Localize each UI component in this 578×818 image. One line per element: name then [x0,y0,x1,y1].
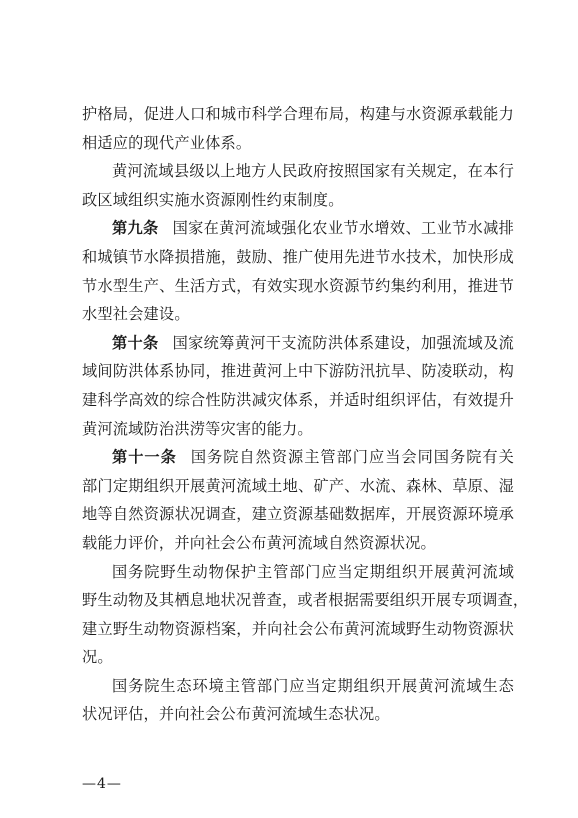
document-body [82,100,529,729]
article-text: 国家在黄河流域强化农业节水增效、工业节水减排 [172,219,514,238]
text-line: 节水型生产、生活方式，有效实现水资源节约集约利用，推进节 [82,276,514,295]
article-text: 国务院自然资源主管部门应当会同国务院有关 [190,448,514,467]
text-line: 黄河流域防治洪涝等灾害的能力。 [82,419,313,438]
text-line: 建科学高效的综合性防洪减灾体系，并适时组织评估，有效提升 [82,390,514,409]
text-line: 地等自然资源状况调查，建立资源基础数据库，开展资源环境承 [82,505,514,524]
text-line: 建立野生动物资源档案，并向社会公布黄河流域野生动物资源状 [82,619,514,638]
article-eleven [82,443,514,557]
paragraph [82,672,514,729]
article-heading: 第十一条 [112,448,177,467]
text-line [82,214,514,243]
paragraph [82,157,514,214]
paragraph [82,558,529,672]
text-line [82,443,514,472]
paragraph [82,100,514,157]
article-heading: 第十条 [112,333,159,352]
page-number: —4— [82,776,122,792]
text-line: 域间防洪体系协同，推进黄河上中下游防汛抗旱、防凌联动，构 [82,362,514,381]
text-line: 黄河流域县级以上地方人民政府按照国家有关规定，在本行 [112,162,514,181]
article-nine [82,214,514,328]
text-line: 国务院生态环境主管部门应当定期组织开展黄河流域生态 [112,676,514,695]
article-ten [82,329,514,443]
text-line: 相适应的现代产业体系。 [82,133,252,152]
text-line: 野生动物及其栖息地状况普查，或者根据需要组织开展专项调查， [82,591,529,610]
text-line: 护格局，促进人口和城市科学合理布局，构建与水资源承载能力 [82,105,514,123]
text-line: 况。 [82,648,113,667]
text-line: 和城镇节水降损措施，鼓励、推广使用先进节水技术，加快形成 [82,247,514,266]
text-line: 载能力评价，并向社会公布黄河流域自然资源状况。 [82,533,436,552]
text-line: 水型社会建设。 [82,305,190,324]
text-line: 部门定期组织开展黄河流域土地、矿产、水流、森林、草原、湿 [82,476,514,495]
article-heading: 第九条 [112,219,159,238]
article-text: 国家统筹黄河干支流防洪体系建设，加强流域及流 [172,333,514,352]
text-line: 政区域组织实施水资源刚性约束制度。 [82,190,344,209]
text-line [82,329,514,358]
text-line: 国务院野生动物保护主管部门应当定期组织开展黄河流域 [112,562,514,581]
text-line: 状况评估，并向社会公布黄河流域生态状况。 [82,705,390,724]
